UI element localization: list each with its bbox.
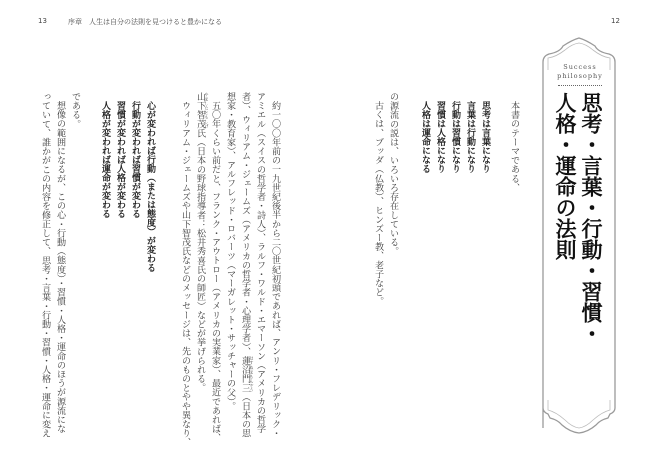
ruby-name	[240, 355, 255, 393]
ruby-base: 山下智茂	[195, 92, 205, 129]
body-line	[240, 92, 254, 438]
body-text: 者）、ウィリアム・ジェームズ（アメリカの哲学者・心理学者）、	[240, 92, 250, 356]
list-item: 行動が変われば習慣が変わる	[130, 101, 140, 218]
list-item: 心が変われば行動（または態度）が変わる	[145, 101, 155, 272]
ruby-reading: やましたともしげ	[204, 92, 210, 129]
list-item: 人格が変われば運命が変わる	[100, 101, 110, 218]
body-line: 古くは、ブッダ（仏教）、ヒンズー教、老子など。	[373, 101, 383, 306]
ruby-name	[195, 92, 210, 129]
title-line-1: 思考・言葉・行動・習慣・	[579, 92, 603, 344]
page-number-right: 12	[611, 17, 620, 25]
body-line: ウィリアム・ジェームズや山下智茂氏などのメッセージは、先のものとやや異なり、	[180, 101, 190, 447]
list-item: 習慣は人格になり	[435, 101, 445, 173]
body-line: である。	[70, 92, 80, 129]
body-text: （日本の思	[240, 392, 250, 438]
list-item: 習慣が変われば人格が変わる	[115, 101, 125, 218]
body-line	[195, 92, 209, 392]
subtitle-success: Success	[563, 63, 597, 71]
list-item: 人格は運命になる	[420, 101, 430, 173]
list-item: 思考は言葉になり	[480, 101, 490, 173]
body-text: 氏（日本の野球指導者：松井秀喜氏の師匠）などが挙げられる。	[195, 128, 205, 393]
page-number-left: 13	[38, 17, 47, 25]
subtitle-philosophy: philosophy	[557, 72, 603, 80]
ruby-reading: はすぬまもんぞう	[249, 355, 255, 393]
running-header: 序章 人生は自分の法則を見つけると豊かになる	[68, 18, 222, 26]
list-item: 行動は習慣になり	[450, 101, 460, 173]
body-line: 約一〇〇年前の一九世紀後半から二〇世紀初頭であれば、アンリ・フレデリック・	[270, 101, 280, 438]
ruby-base: 蓮沼門三	[240, 355, 250, 393]
list-item: 言葉は行動になり	[465, 101, 475, 173]
intro-line: 本書のテーマである、	[509, 101, 519, 192]
body-line: っていて、誰かがこの内容を修正して、思考・言葉・行動・習慣・人格・運命に変え	[40, 92, 50, 438]
body-line: 想家・教育家）、アルフレッド・ロバーツ（マーガレット・サッチャーの父）。	[225, 92, 235, 411]
body-line: 五〇年くらい前だと、フランク・アウトロー（アメリカの実業家）、最近であれば、	[210, 101, 220, 443]
title-line-2: 人格・運命の法則	[553, 92, 577, 260]
body-line: アミエル（スイスの哲学者・詩人）、ラルフ・ワルド・エマーソン（アメリカの哲学	[255, 92, 265, 434]
dotted-divider	[558, 85, 602, 86]
body-line: の源流の説は、いろいろ存在している。	[388, 92, 398, 256]
body-line: 想像の範囲になるが、この心・行動（態度）・習慣・人格・運命のほうが源流にな	[55, 101, 65, 434]
